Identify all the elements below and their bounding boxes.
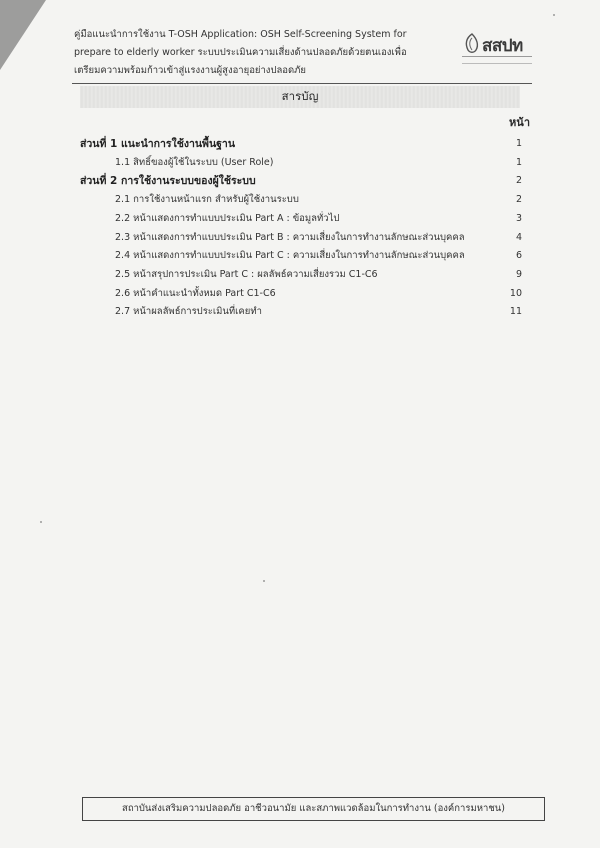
toc-subsection-title: 2.6 หน้าคำแนะนำทั้งหมด Part C1-C6	[115, 287, 276, 299]
toc-page-number: 2	[515, 175, 522, 187]
toc-subsection-title: 2.4 หน้าแสดงการทำแบบประเมิน Part C : ความเสี่ยงในการทำงานลักษณะส่วนบุคคล	[115, 250, 465, 262]
scan-speck	[40, 521, 42, 523]
document-footer: สถาบันส่งเสริมความปลอดภัย อาชีวอนามัย และสภาพแวดล้อมในการทำงาน (องค์การมหาชน)	[82, 797, 545, 821]
toc-page-number: 1	[515, 138, 522, 149]
scan-speck	[263, 580, 265, 582]
header-line-1: คู่มือแนะนำการใช้งาน T-OSH Application: OSH Self-Screening System for	[74, 29, 407, 40]
toc-subsection-title: 2.1 การใช้งานหน้าแรก สำหรับผู้ใช้งานระบบ	[115, 194, 299, 206]
toc-page-number: 4	[515, 231, 522, 243]
toc-section-title: ส่วนที่ 2 การใช้งานระบบของผู้ใช้ระบบ	[80, 175, 256, 188]
toc-entry	[0, 303, 600, 321]
scan-speck	[553, 14, 555, 16]
toc-subsection-title: 2.5 หน้าสรุปการประเมิน Part C : ผลลัพธ์ความเสี่ยงรวม C1-C6	[115, 268, 378, 280]
toc-entry	[0, 229, 600, 247]
toc-entry	[0, 172, 600, 190]
page-number-column-header: หน้า	[509, 116, 530, 129]
toc-entry	[0, 191, 600, 209]
toc-entry	[0, 154, 600, 172]
header-line-2: prepare to elderly worker ระบบประเมินความเสี่ยงด้านปลอดภัยด้วยตนเองเพื่อ	[74, 47, 407, 58]
header-line-3: เตรียมความพร้อมก้าวเข้าสู่แรงงานผู้สูงอายุอย่างปลอดภัย	[74, 65, 307, 76]
logo-wordmark: สสปท	[482, 36, 523, 56]
toc-page-number: 9	[515, 268, 522, 280]
toc-entry	[0, 135, 600, 153]
toc-subsection-title: 2.7 หน้าผลลัพธ์การประเมินที่เคยทำ	[115, 306, 262, 318]
toc-page-number: 2	[515, 194, 522, 206]
toc-page-number: 10	[509, 287, 522, 299]
toc-page-number: 6	[515, 250, 522, 262]
toc-page-number: 3	[515, 212, 522, 224]
toc-entry	[0, 285, 600, 303]
toc-subsection-title: 2.2 หน้าแสดงการทำแบบประเมิน Part A : ข้อมูลทั่วไป	[115, 212, 340, 224]
toc-entry	[0, 210, 600, 228]
toc-subsection-title: 1.1 สิทธิ์ของผู้ใช้ในระบบ (User Role)	[115, 156, 274, 168]
toc-page-number: 1	[515, 156, 522, 168]
toc-entry	[0, 247, 600, 265]
toc-section-title: ส่วนที่ 1 แนะนำการใช้งานพื้นฐาน	[80, 138, 235, 150]
toc-subsection-title: 2.3 หน้าแสดงการทำแบบประเมิน Part B : ความเสี่ยงในการทำงานลักษณะส่วนบุคคล	[115, 231, 465, 243]
page-title: สารบัญ	[281, 89, 319, 103]
toc-entry	[0, 266, 600, 284]
toc-page-number: 11	[509, 306, 522, 318]
